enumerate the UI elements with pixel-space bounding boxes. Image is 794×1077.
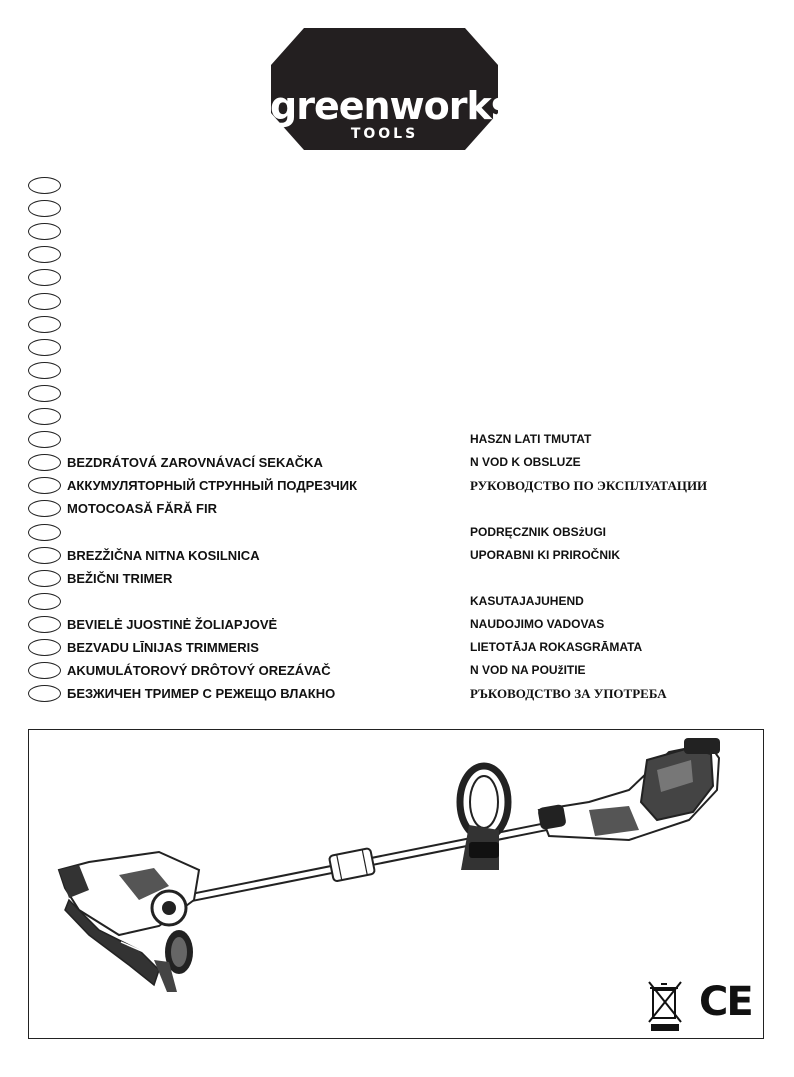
language-code-oval bbox=[28, 177, 61, 194]
language-code-oval bbox=[28, 477, 61, 494]
product-title: BEZDRÁTOVÁ ZAROVNÁVACÍ SEKAČKA bbox=[67, 455, 323, 471]
language-row bbox=[28, 244, 768, 266]
language-code-oval bbox=[28, 593, 61, 610]
language-row bbox=[28, 337, 768, 359]
language-code-oval bbox=[28, 685, 61, 702]
language-code-oval bbox=[28, 200, 61, 217]
language-code-oval bbox=[28, 547, 61, 564]
language-row bbox=[28, 383, 768, 405]
language-code-oval bbox=[28, 524, 61, 541]
manual-title: UPORABNI KI PRIROČNIK bbox=[470, 547, 621, 562]
language-row bbox=[28, 683, 768, 705]
product-title: AKUMULÁTOROVÝ DRÔTOVÝ OREZÁVAČ bbox=[67, 663, 331, 679]
language-row bbox=[28, 452, 768, 474]
language-code-oval bbox=[28, 454, 61, 471]
manual-title: PODRĘCZNIK OBSżUGI bbox=[470, 524, 607, 539]
language-code-oval bbox=[28, 246, 61, 263]
language-row bbox=[28, 360, 768, 382]
language-row bbox=[28, 291, 768, 313]
language-row bbox=[28, 522, 768, 544]
language-code-oval bbox=[28, 662, 61, 679]
product-title: BEVIELĖ JUOSTINĖ ŽOLIAPJOVĖ bbox=[67, 616, 278, 632]
product-title: АККУМУЛЯТОРНЫЙ СТРУННЫЙ ПОДРЕЗЧИК bbox=[67, 478, 358, 494]
language-code-oval bbox=[28, 431, 61, 448]
brand-name: greenworks bbox=[270, 84, 513, 128]
language-row bbox=[28, 614, 768, 636]
language-row bbox=[28, 637, 768, 659]
language-row bbox=[28, 221, 768, 243]
manual-title: N VOD K OBSLUZE bbox=[470, 455, 581, 470]
language-row bbox=[28, 498, 768, 520]
language-code-oval bbox=[28, 223, 61, 240]
language-code-oval bbox=[28, 293, 61, 310]
brand-sub: TOOLS bbox=[350, 126, 419, 142]
language-row bbox=[28, 429, 768, 451]
language-code-oval bbox=[28, 385, 61, 402]
product-title: MOTOCOASĂ FĂRĂ FIR bbox=[67, 501, 217, 517]
language-code-oval bbox=[28, 639, 61, 656]
language-row bbox=[28, 475, 768, 497]
language-row bbox=[28, 568, 768, 590]
language-row bbox=[28, 175, 768, 197]
language-row bbox=[28, 545, 768, 567]
manual-title: РУКОВОДСТВО ПО ЭКСПЛУАТАЦИИ bbox=[470, 478, 708, 494]
language-row bbox=[28, 198, 768, 220]
product-illustration bbox=[28, 729, 764, 1039]
manual-title: NAUDOJIMO VADOVAS bbox=[470, 616, 605, 631]
language-code-oval bbox=[28, 500, 61, 517]
product-title: BEZVADU LĪNIJAS TRIMMERIS bbox=[67, 640, 259, 655]
language-code-oval bbox=[28, 408, 61, 425]
language-code-oval bbox=[28, 339, 61, 356]
language-code-oval bbox=[28, 269, 61, 286]
language-row bbox=[28, 591, 768, 613]
language-code-oval bbox=[28, 362, 61, 379]
manual-title: HASZN LATI TMUTAT bbox=[470, 432, 592, 447]
ce-mark: CE bbox=[699, 979, 752, 1025]
language-code-oval bbox=[28, 616, 61, 633]
product-title: BEŽIČNI TRIMER bbox=[67, 570, 173, 586]
language-row bbox=[28, 267, 768, 289]
product-title: BREZŽIČNA NITNA KOSILNICA bbox=[67, 547, 260, 563]
brand-logo bbox=[270, 27, 513, 151]
language-code-oval bbox=[28, 570, 61, 587]
manual-title: РЪКОВОДСТВО ЗА УПОТРЕБА bbox=[470, 686, 667, 702]
language-row bbox=[28, 406, 768, 428]
product-title: БЕЗЖИЧЕН ТРИМЕР С РЕЖЕЩО ВЛАКНО bbox=[67, 686, 336, 702]
language-row bbox=[28, 660, 768, 682]
language-code-oval bbox=[28, 316, 61, 333]
manual-title: KASUTAJAJUHEND bbox=[470, 593, 584, 608]
language-row bbox=[28, 314, 768, 336]
manual-title: N VOD NA POUžITIE bbox=[470, 663, 586, 678]
manual-title: LIETOTĀJA ROKASGRĀMATA bbox=[470, 640, 643, 654]
